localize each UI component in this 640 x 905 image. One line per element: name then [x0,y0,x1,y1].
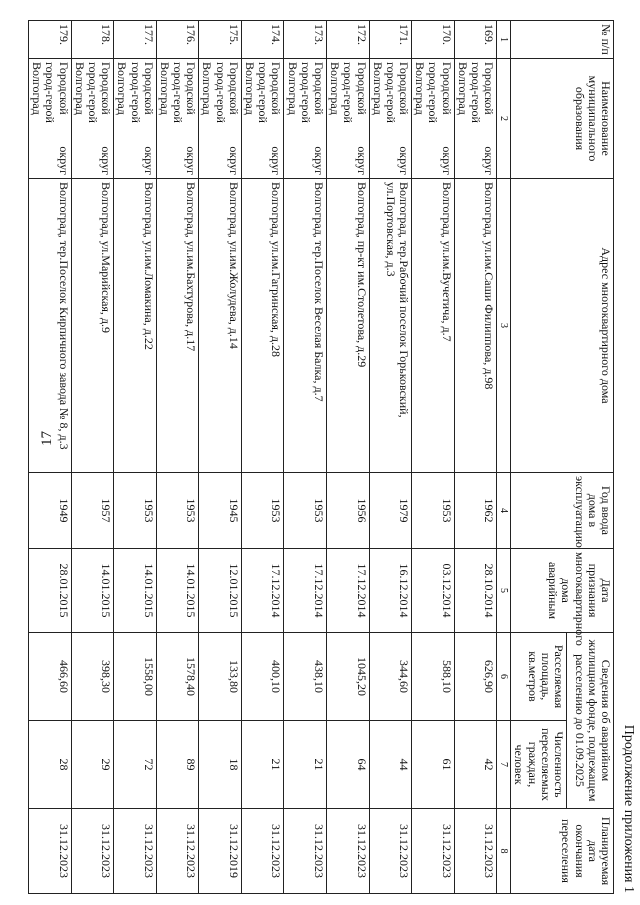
area-cell: 466,60 [29,633,72,721]
recognition-date-cell: 12.01.2015 [199,549,242,633]
row-number: 175. [199,21,242,59]
address-cell: Волгоград, пр-кт им.Столетова, д.29 [327,179,370,473]
area-cell: 438,10 [284,633,327,721]
header-number: № п/п [511,21,614,59]
planned-end-date-cell: 31.12.2023 [412,809,455,894]
people-cell: 72 [114,721,157,809]
year-cell: 1949 [29,473,72,549]
address-cell: Волгоград, ул.Марийская, д.9 [71,179,114,473]
recognition-date-cell: 16.12.2014 [369,549,412,633]
area-cell: 1045,20 [327,633,370,721]
year-cell: 1953 [284,473,327,549]
row-number: 176. [156,21,199,59]
header-year: Год ввода дома в эксплуатацию [511,473,614,549]
address-cell: Волгоград, тер.Рабочий поселок Горьковский, ул.Портовская, д.3 [369,179,412,473]
column-index: 7 [497,721,511,809]
people-cell: 21 [284,721,327,809]
recognition-date-cell: 17.12.2014 [327,549,370,633]
column-index: 3 [497,179,511,473]
table-row [241,21,284,894]
municipality-cell: Городской округ город-герой Волгоград [156,59,199,179]
column-index: 1 [497,21,511,59]
municipality-cell: Городской округ город-герой Волгоград [71,59,114,179]
table-row [199,21,242,894]
year-cell: 1953 [114,473,157,549]
header-recognition-date: Дата признания многоквартирного дома аварийным [511,549,614,633]
area-cell: 344,60 [369,633,412,721]
column-index: 8 [497,809,511,894]
header-group-emergency-fund: Сведения об аварийном жилищном фонде, подлежащем расселению до 01.09.2025 [567,633,614,809]
recognition-date-cell: 28.10.2014 [454,549,497,633]
table-row [327,21,370,894]
row-number: 169. [454,21,497,59]
column-index: 5 [497,549,511,633]
rotated-page-content [30,20,636,893]
table-row [369,21,412,894]
planned-end-date-cell: 31.12.2023 [114,809,157,894]
table-row [29,21,72,894]
people-cell: 28 [29,721,72,809]
table-body [29,21,497,894]
year-cell: 1957 [71,473,114,549]
column-index: 4 [497,473,511,549]
row-number: 178. [71,21,114,59]
municipality-cell: Городской округ город-герой Волгоград [241,59,284,179]
municipality-cell: Городской округ город-герой Волгоград [199,59,242,179]
municipality-cell: Городской округ город-герой Волгоград [114,59,157,179]
people-cell: 44 [369,721,412,809]
people-cell: 64 [327,721,370,809]
row-number: 173. [284,21,327,59]
address-cell: Волгоград, тер.Поселок Веселая Балка, д.7 [284,179,327,473]
table-row [71,21,114,894]
planned-end-date-cell: 31.12.2023 [241,809,284,894]
people-cell: 89 [156,721,199,809]
municipality-cell: Городской округ город-герой Волгоград [29,59,72,179]
row-number: 177. [114,21,157,59]
year-cell: 1945 [199,473,242,549]
planned-end-date-cell: 31.12.2023 [284,809,327,894]
header-area: Расселяемая площадь, кв.метров [511,633,567,721]
recognition-date-cell: 17.12.2014 [241,549,284,633]
recognition-date-cell: 28.01.2015 [29,549,72,633]
address-cell: Волгоград, ул.им.Саши Филиппова, д.98 [454,179,497,473]
page-number: 17 [39,431,55,446]
people-cell: 42 [454,721,497,809]
address-cell: Волгоград, ул.им.Ломакина, д.22 [114,179,157,473]
municipality-cell: Городской округ город-герой Волгоград [327,59,370,179]
area-cell: 588,10 [412,633,455,721]
people-cell: 18 [199,721,242,809]
people-cell: 61 [412,721,455,809]
year-cell: 1956 [327,473,370,549]
row-number: 172. [327,21,370,59]
address-cell: Волгоград, тер.Поселок Кирпичного завода № 8, д.3 [29,179,72,473]
year-cell: 1953 [156,473,199,549]
column-index: 2 [497,59,511,179]
area-cell: 1578,40 [156,633,199,721]
address-cell: Волгоград, ул.им.Бахтурова, д.17 [156,179,199,473]
recognition-date-cell: 14.01.2015 [114,549,157,633]
recognition-date-cell: 03.12.2014 [412,549,455,633]
column-index: 6 [497,633,511,721]
planned-end-date-cell: 31.12.2019 [199,809,242,894]
municipality-cell: Городской округ город-герой Волгоград [284,59,327,179]
year-cell: 1962 [454,473,497,549]
planned-end-date-cell: 31.12.2023 [29,809,72,894]
header-address: Адрес многоквартирного дома [511,179,614,473]
header-row [567,21,614,894]
year-cell: 1953 [241,473,284,549]
recognition-date-cell: 14.01.2015 [71,549,114,633]
planned-end-date-cell: 31.12.2023 [327,809,370,894]
area-cell: 133,80 [199,633,242,721]
planned-end-date-cell: 31.12.2023 [369,809,412,894]
year-cell: 1979 [369,473,412,549]
area-cell: 400,10 [241,633,284,721]
column-index-row [497,21,511,894]
table-row [454,21,497,894]
header-municipality: Наименование муниципального образования [511,59,614,179]
people-cell: 29 [71,721,114,809]
appendix-continuation-note: Продолжение приложения 1 [621,724,636,893]
planned-end-date-cell: 31.12.2023 [71,809,114,894]
area-cell: 1558,00 [114,633,157,721]
planned-end-date-cell: 31.12.2023 [156,809,199,894]
table-row [412,21,455,894]
recognition-date-cell: 17.12.2014 [284,549,327,633]
address-cell: Волгоград, ул.им.Гагринская, д.28 [241,179,284,473]
address-cell: Волгоград, ул.им.Жолудева, д.14 [199,179,242,473]
table-row [284,21,327,894]
row-number: 174. [241,21,284,59]
municipality-cell: Городской округ город-герой Волгоград [412,59,455,179]
row-number: 171. [369,21,412,59]
emergency-housing-table [28,20,614,894]
people-cell: 21 [241,721,284,809]
row-number: 179. [29,21,72,59]
planned-end-date-cell: 31.12.2023 [454,809,497,894]
table-row [114,21,157,894]
recognition-date-cell: 14.01.2015 [156,549,199,633]
address-cell: Волгоград, ул.им.Вучетича, д.7 [412,179,455,473]
row-number: 170. [412,21,455,59]
area-cell: 626,90 [454,633,497,721]
municipality-cell: Городской округ город-герой Волгоград [454,59,497,179]
header-people: Численность переселяемых граждан, человек [511,721,567,809]
table-row [156,21,199,894]
municipality-cell: Городской округ город-герой Волгоград [369,59,412,179]
header-planned-end-date: Планируемая дата окончания переселения [511,809,614,894]
area-cell: 398,30 [71,633,114,721]
year-cell: 1953 [412,473,455,549]
